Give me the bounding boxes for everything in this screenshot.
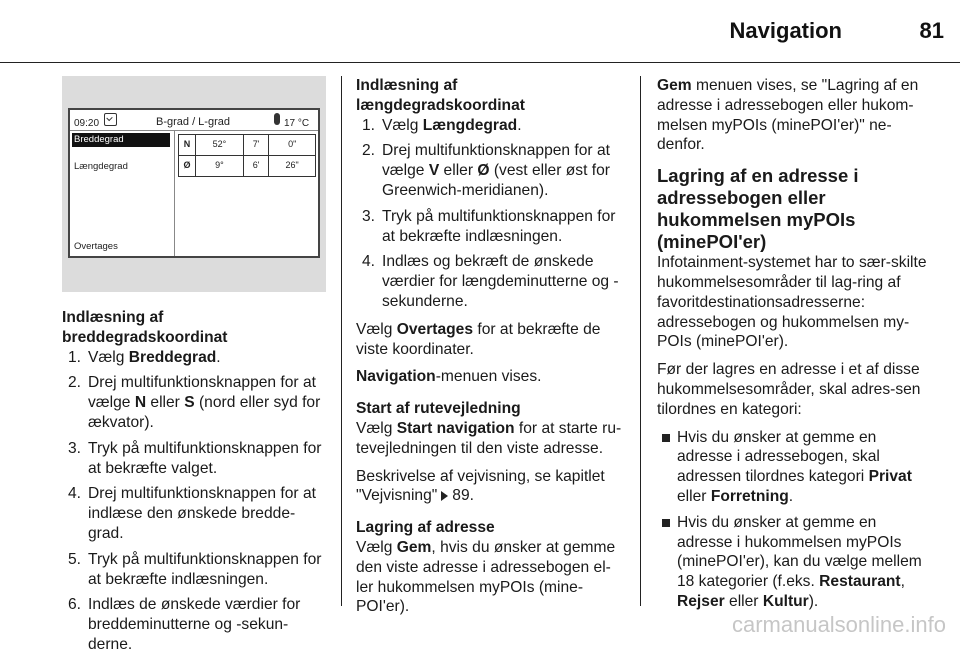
screen-menu-item-laengdegrad: Længdegrad: [74, 161, 128, 172]
infotainment-screen: [68, 108, 320, 258]
thermometer-icon: [274, 113, 280, 125]
list-item: 1. Vælg Længdegrad.: [362, 116, 522, 134]
page-number: 81: [919, 18, 944, 43]
seconds-cell: 26": [269, 155, 316, 176]
paragraph: Før der lagres en adresse i et af disse hukommelsesområder, skal adres-sen tilordnes en kategori:: [657, 361, 921, 418]
column-3: [657, 76, 927, 618]
list-item: Hvis du ønsker at gemme en adresse i hukommelsen myPOIs (minePOI'er), kan du vælge mellem 18 kategorier (f.eks. Restaurant, Rejser eller Kultur).: [657, 513, 927, 612]
list-item: 3. Tryk på multifunktionsknappen for at bekræfte indlæsningen.: [362, 207, 616, 245]
column-2: [356, 76, 624, 625]
column-1: [62, 76, 326, 663]
section-title: Start af rutevejledning: [356, 400, 521, 418]
screen-illustration: [62, 76, 326, 292]
screen-title: B-grad / L-grad: [156, 116, 230, 128]
list-item: 1. Vælg Breddegrad.: [68, 348, 221, 366]
paragraph: Infotainment-systemet har to sær-skilte hukommelsesområder til lag-ring af favoritdestinationsadresserne: adressebogen og hukommelsen my-POIs (minePOI'er).: [657, 254, 927, 351]
section-heading: Lagring af en adresse i adressebogen eller hukommelsen myPOIs (minePOI'er): [657, 165, 859, 253]
screen-menu-item-overtages: Overtages: [74, 241, 118, 252]
paragraph: Vælg Start navigation for at starte ru-tevejledningen til den viste adresse.: [356, 419, 622, 457]
bullet-square-icon: [662, 519, 670, 527]
column-divider-1: [341, 76, 342, 606]
bullet-list: [657, 428, 927, 612]
section-title: Lagring af adresse: [356, 519, 495, 537]
seconds-cell: 0": [269, 135, 316, 156]
page-reference-link[interactable]: 89.: [452, 487, 474, 505]
paragraph: Beskrivelse af vejvisning, se kapitlet "Vejvisning" 89.: [356, 467, 605, 505]
screen-time: 09:20: [74, 118, 100, 129]
coordinate-row-lat: [179, 135, 316, 156]
section-title: Indlæsning af længdegradskoordinat: [356, 77, 525, 114]
page-title: Navigation: [729, 18, 842, 43]
screen-menu: [70, 131, 175, 256]
screen-topbar: [70, 110, 318, 131]
list-item: 6. Indlæs de ønskede værdier for breddeminutterne og -sekun-derne.: [68, 596, 301, 653]
paragraph: Vælg Gem, hvis du ønsker at gemme den viste adresse i adressebogen el-ler hukommelsen myPOIs (mine-POI'er).: [356, 538, 616, 616]
screen-menu-item-breddegrad: Breddegrad: [72, 133, 170, 147]
row-label: N: [179, 135, 196, 156]
list-item: 4. Drej multifunktionsknappen for at indlæse den ønskede bredde-grad.: [68, 485, 316, 542]
paragraph: Navigation-menuen vises.: [356, 368, 542, 386]
list-item: Hvis du ønsker at gemme en adresse i adressebogen, skal adressen tilordnes kategori Privat eller Forretning.: [657, 428, 927, 507]
screen-temperature: 17 °C: [284, 118, 310, 129]
clock-icon: [104, 113, 117, 126]
watermark: carmanualsonline.info: [731, 612, 946, 637]
page-header: [0, 0, 960, 63]
degrees-cell: 52°: [196, 135, 244, 156]
bullet-square-icon: [662, 434, 670, 442]
section-title: Indlæsning af breddegradskoordinat: [62, 309, 228, 346]
page-reference-icon: [441, 491, 448, 501]
list-item: 5. Tryk på multifunktionsknappen for at bekræfte indlæsningen.: [68, 550, 322, 588]
paragraph: Gem menuen vises, se "Lagring af en adresse i adressebogen eller hukom-melsen myPOIs (minePOI'er)" ne-denfor.: [657, 77, 919, 154]
minutes-cell: 7': [243, 135, 268, 156]
minutes-cell: 6': [243, 155, 268, 176]
column-divider-2: [640, 76, 641, 606]
list-item: 2. Drej multifunktionsknappen for at vælge N eller S (nord eller syd for ækvator).: [68, 374, 321, 431]
coordinate-row-lon: [179, 155, 316, 176]
list-item: 4. Indlæs og bekræft de ønskede værdier for længdeminutterne og - sekunderne.: [362, 253, 619, 310]
coordinate-grid: [178, 134, 316, 177]
step-list: [62, 348, 326, 655]
degrees-cell: 9°: [196, 155, 244, 176]
list-item: 3. Tryk på multifunktionsknappen for at bekræfte valget.: [68, 439, 322, 477]
list-item: 2. Drej multifunktionsknappen for at vælge V eller Ø (vest eller øst for Greenwich-meridianen).: [362, 142, 610, 199]
step-list: [356, 116, 624, 312]
paragraph: Vælg Overtages for at bekræfte de viste koordinater.: [356, 320, 601, 358]
row-label: Ø: [179, 155, 196, 176]
